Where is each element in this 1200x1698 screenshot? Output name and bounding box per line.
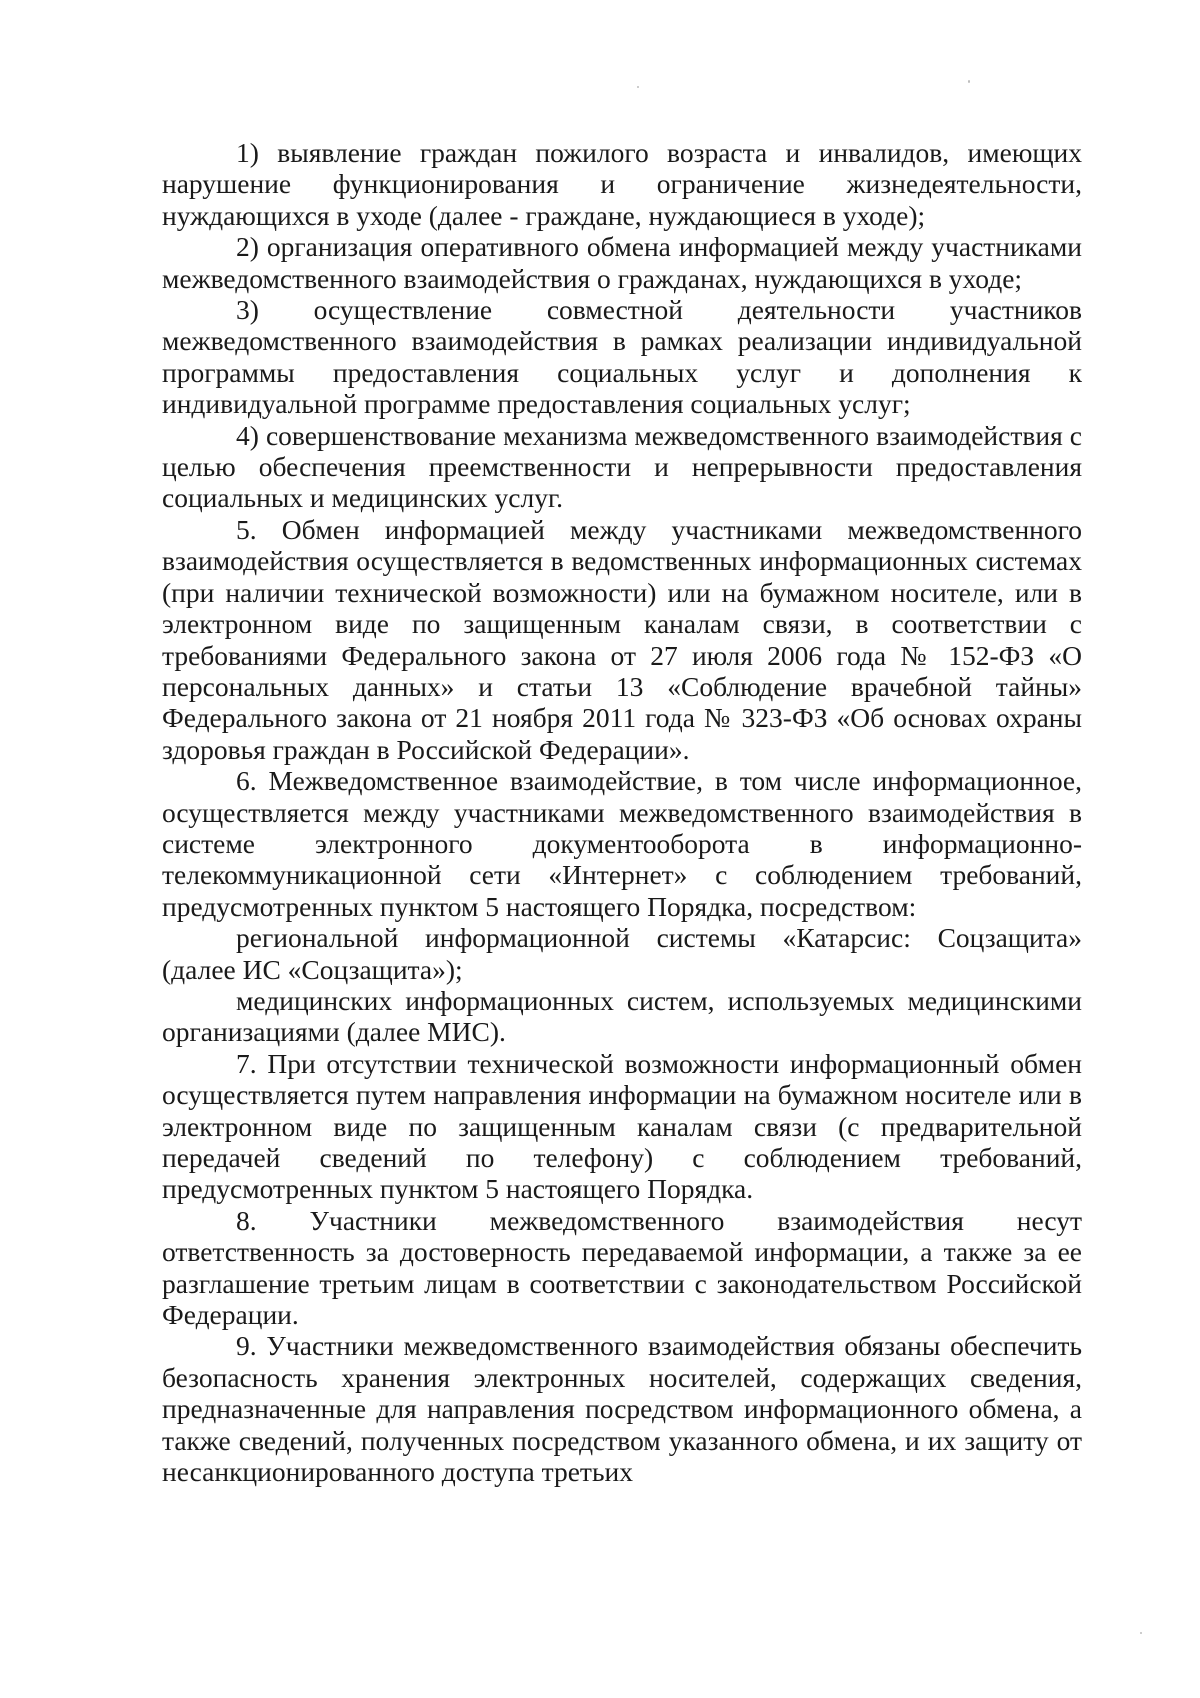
clause-6-system-katarsis: региональной информационной системы «Катарсис: Соцзащита» (далее ИС «Соцзащита»); [162,922,1082,985]
scan-speck [1140,1632,1142,1634]
clause-7: 7. При отсутствии технической возможности информационный обмен осуществляется путем направления информации на бумажном носителе или в электронном виде по защищенным каналам связи (с предварительной передачей сведений по телефону) с соблюдением требований, предусмотренных пунктом 5 настоящего Порядка. [162,1047,1082,1205]
clause-6: 6. Межведомственное взаимодействие, в том числе информационное, осуществляется между участниками межведомственного взаимодействия в системе электронного документооборота в информационно-телекоммуникационной сети «Интернет» с соблюдением требований, предусмотренных пунктом 5 настоящего Порядка, посредством: [162,765,1082,922]
list-item-4: 4) совершенствование механизма межведомственного взаимодействия с целью обеспечения преемственности и непрерывности предоставления социальных и медицинских услуг. [162,419,1082,514]
document-body [162,137,1082,1487]
list-item-2: 2) организация оперативного обмена информацией между участниками межведомственного взаимодействия о гражданах, нуждающихся в уходе; [162,231,1082,294]
clause-9: 9. Участники межведомственного взаимодействия обязаны обеспечить безопасность хранения электронных носителей, содержащих сведения, предназначенные для направления посредством информационного обмена, а также сведений, полученных посредством указанного обмена, и их защиту от несанкционированного доступа третьих [162,1330,1082,1488]
scan-speck [968,80,970,83]
clause-5: 5. Обмен информацией между участниками межведомственного взаимодействия осуществляется в ведомственных информационных системах (при наличии технической возможности) или на бумажном носителе, или в электронном виде по защищенным каналам связи, в соответствии с требованиями Федерального закона от 27 июля 2006 года № 152-ФЗ «О персональных данных» и статьи 13 «Соблюдение врачебной тайны» Федерального закона от 21 ноября 2011 года № 323-ФЗ «Об основах охраны здоровья граждан в Российской Федерации». [162,513,1082,765]
list-item-3: 3) осуществление совместной деятельности участников межведомственного взаимодействия в рамках реализации индивидуальной программы предоставления социальных услуг и дополнения к индивидуальной программе предоставления социальных услуг; [162,294,1082,420]
list-item-1: 1) выявление граждан пожилого возраста и инвалидов, имеющих нарушение функционирования и ограничение жизнедеятельности, нуждающихся в уходе (далее - граждане, нуждающиеся в уходе); [162,137,1082,231]
scan-speck [637,86,639,88]
clause-6-system-mis: медицинских информационных систем, используемых медицинскими организациями (далее МИС). [162,984,1082,1048]
clause-8: 8. Участники межведомственного взаимодействия несут ответственность за достоверность передаваемой информации, а также за ее разглашение третьим лицам в соответствии с законодательством Российской Федерации. [162,1204,1082,1331]
